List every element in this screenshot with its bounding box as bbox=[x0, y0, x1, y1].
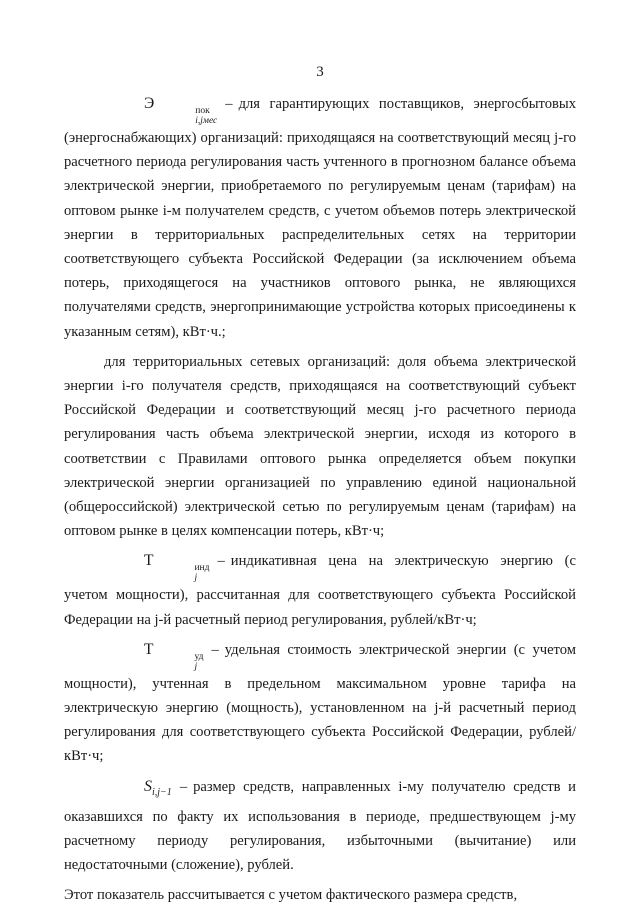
definition-energy-volume bbox=[64, 92, 576, 344]
paragraph-text: Этот показатель рассчитывается с учетом фактического размера средств, bbox=[64, 887, 518, 904]
definition-dash: – bbox=[211, 641, 219, 658]
symbol-superscript: уд bbox=[194, 651, 204, 662]
document-body bbox=[64, 92, 576, 914]
symbol-subscript: j bbox=[194, 573, 198, 584]
symbol-main: Э bbox=[144, 95, 155, 112]
closing-paragraph bbox=[64, 883, 576, 907]
page-number: 3 bbox=[316, 64, 324, 80]
definition-text: для гарантирующих поставщиков, энергосбытовых (энергоснабжающих) организаций: приходящаяся на соответствующий месяц j-го расчетного периода регулирования часть учтенного в прогнозном балансе объема электрической энергии, приобретаемого по регулируемым ценам (тарифам) на оптовом рынке i-м получателем средств, с учетом объемов потерь электрической энергии в территориальных распределительных сетях на территории соответствующего субъекта Российской Федерации (за исключением объема потерь, приходящегося на участников оптового рынка, не являющихся получателями средств, энергопринимающие устройства которых присоединены к указанным сетям), кВт·ч.; bbox=[64, 96, 576, 340]
symbol-main: T bbox=[144, 640, 154, 658]
definition-text: для территориальных сетевых организаций: доля объема электрической энергии i-го получателя средств, приходящаяся на соответствующий субъект Российской Федерации и соответствующий месяц j-го расчетного периода регулирования часть объема электрической энергии, исходя из которого в соответствии с Правилами оптового рынка определяется объем покупки электрической энергии организацией по управлению единой национальной (общероссийской) электрической сетью по регулируемым ценам (тарифам) на оптовом рынке в целях компенсации потерь, кВт·ч; bbox=[64, 353, 576, 540]
definition-text: размер средств, направленных i-му получателю средств и оказавшихся по факту их использования в периоде, предшествующем j-му расчетному периоду регулирования, избыточными (вычитание) или недостаточными (сложение), рублей. bbox=[64, 778, 576, 874]
definition-network-orgs bbox=[64, 350, 576, 544]
symbol-e-pok bbox=[104, 92, 219, 126]
symbol-t-ind bbox=[104, 549, 211, 583]
definition-funds-size bbox=[64, 775, 576, 878]
symbol-subscript: i,j−1 bbox=[152, 786, 172, 798]
symbol-superscript: пок bbox=[195, 106, 210, 116]
symbol-subscript: i,jмес bbox=[195, 116, 218, 126]
definition-dash: – bbox=[179, 778, 188, 795]
symbol-s bbox=[104, 775, 174, 805]
symbol-t-ud bbox=[104, 638, 205, 672]
symbol-main: S bbox=[144, 777, 152, 795]
symbol-superscript: инд bbox=[194, 563, 210, 574]
definition-text: удельная стоимость электрической энергии (с учетом мощности), учтенная в предельном максимальном уровне тарифа на электрическую энергию (мощность), установленном на j-й расчетный период регулирования для соответствующего субъекта Российской Федерации, рублей/кВт·ч; bbox=[64, 641, 576, 765]
definition-dash: – bbox=[217, 553, 225, 570]
definition-dash: – bbox=[225, 96, 233, 112]
symbol-subscript: j bbox=[194, 661, 198, 672]
definition-unit-cost bbox=[64, 638, 576, 769]
symbol-main: T bbox=[144, 552, 154, 570]
definition-text: индикативная цена на электрическую энергию (с учетом мощности), рассчитанная для соответствующего субъекта Российской Федерации на j-й расчетный период регулирования, рублей/кВт·ч; bbox=[64, 553, 576, 628]
definition-indicative-price bbox=[64, 549, 576, 631]
